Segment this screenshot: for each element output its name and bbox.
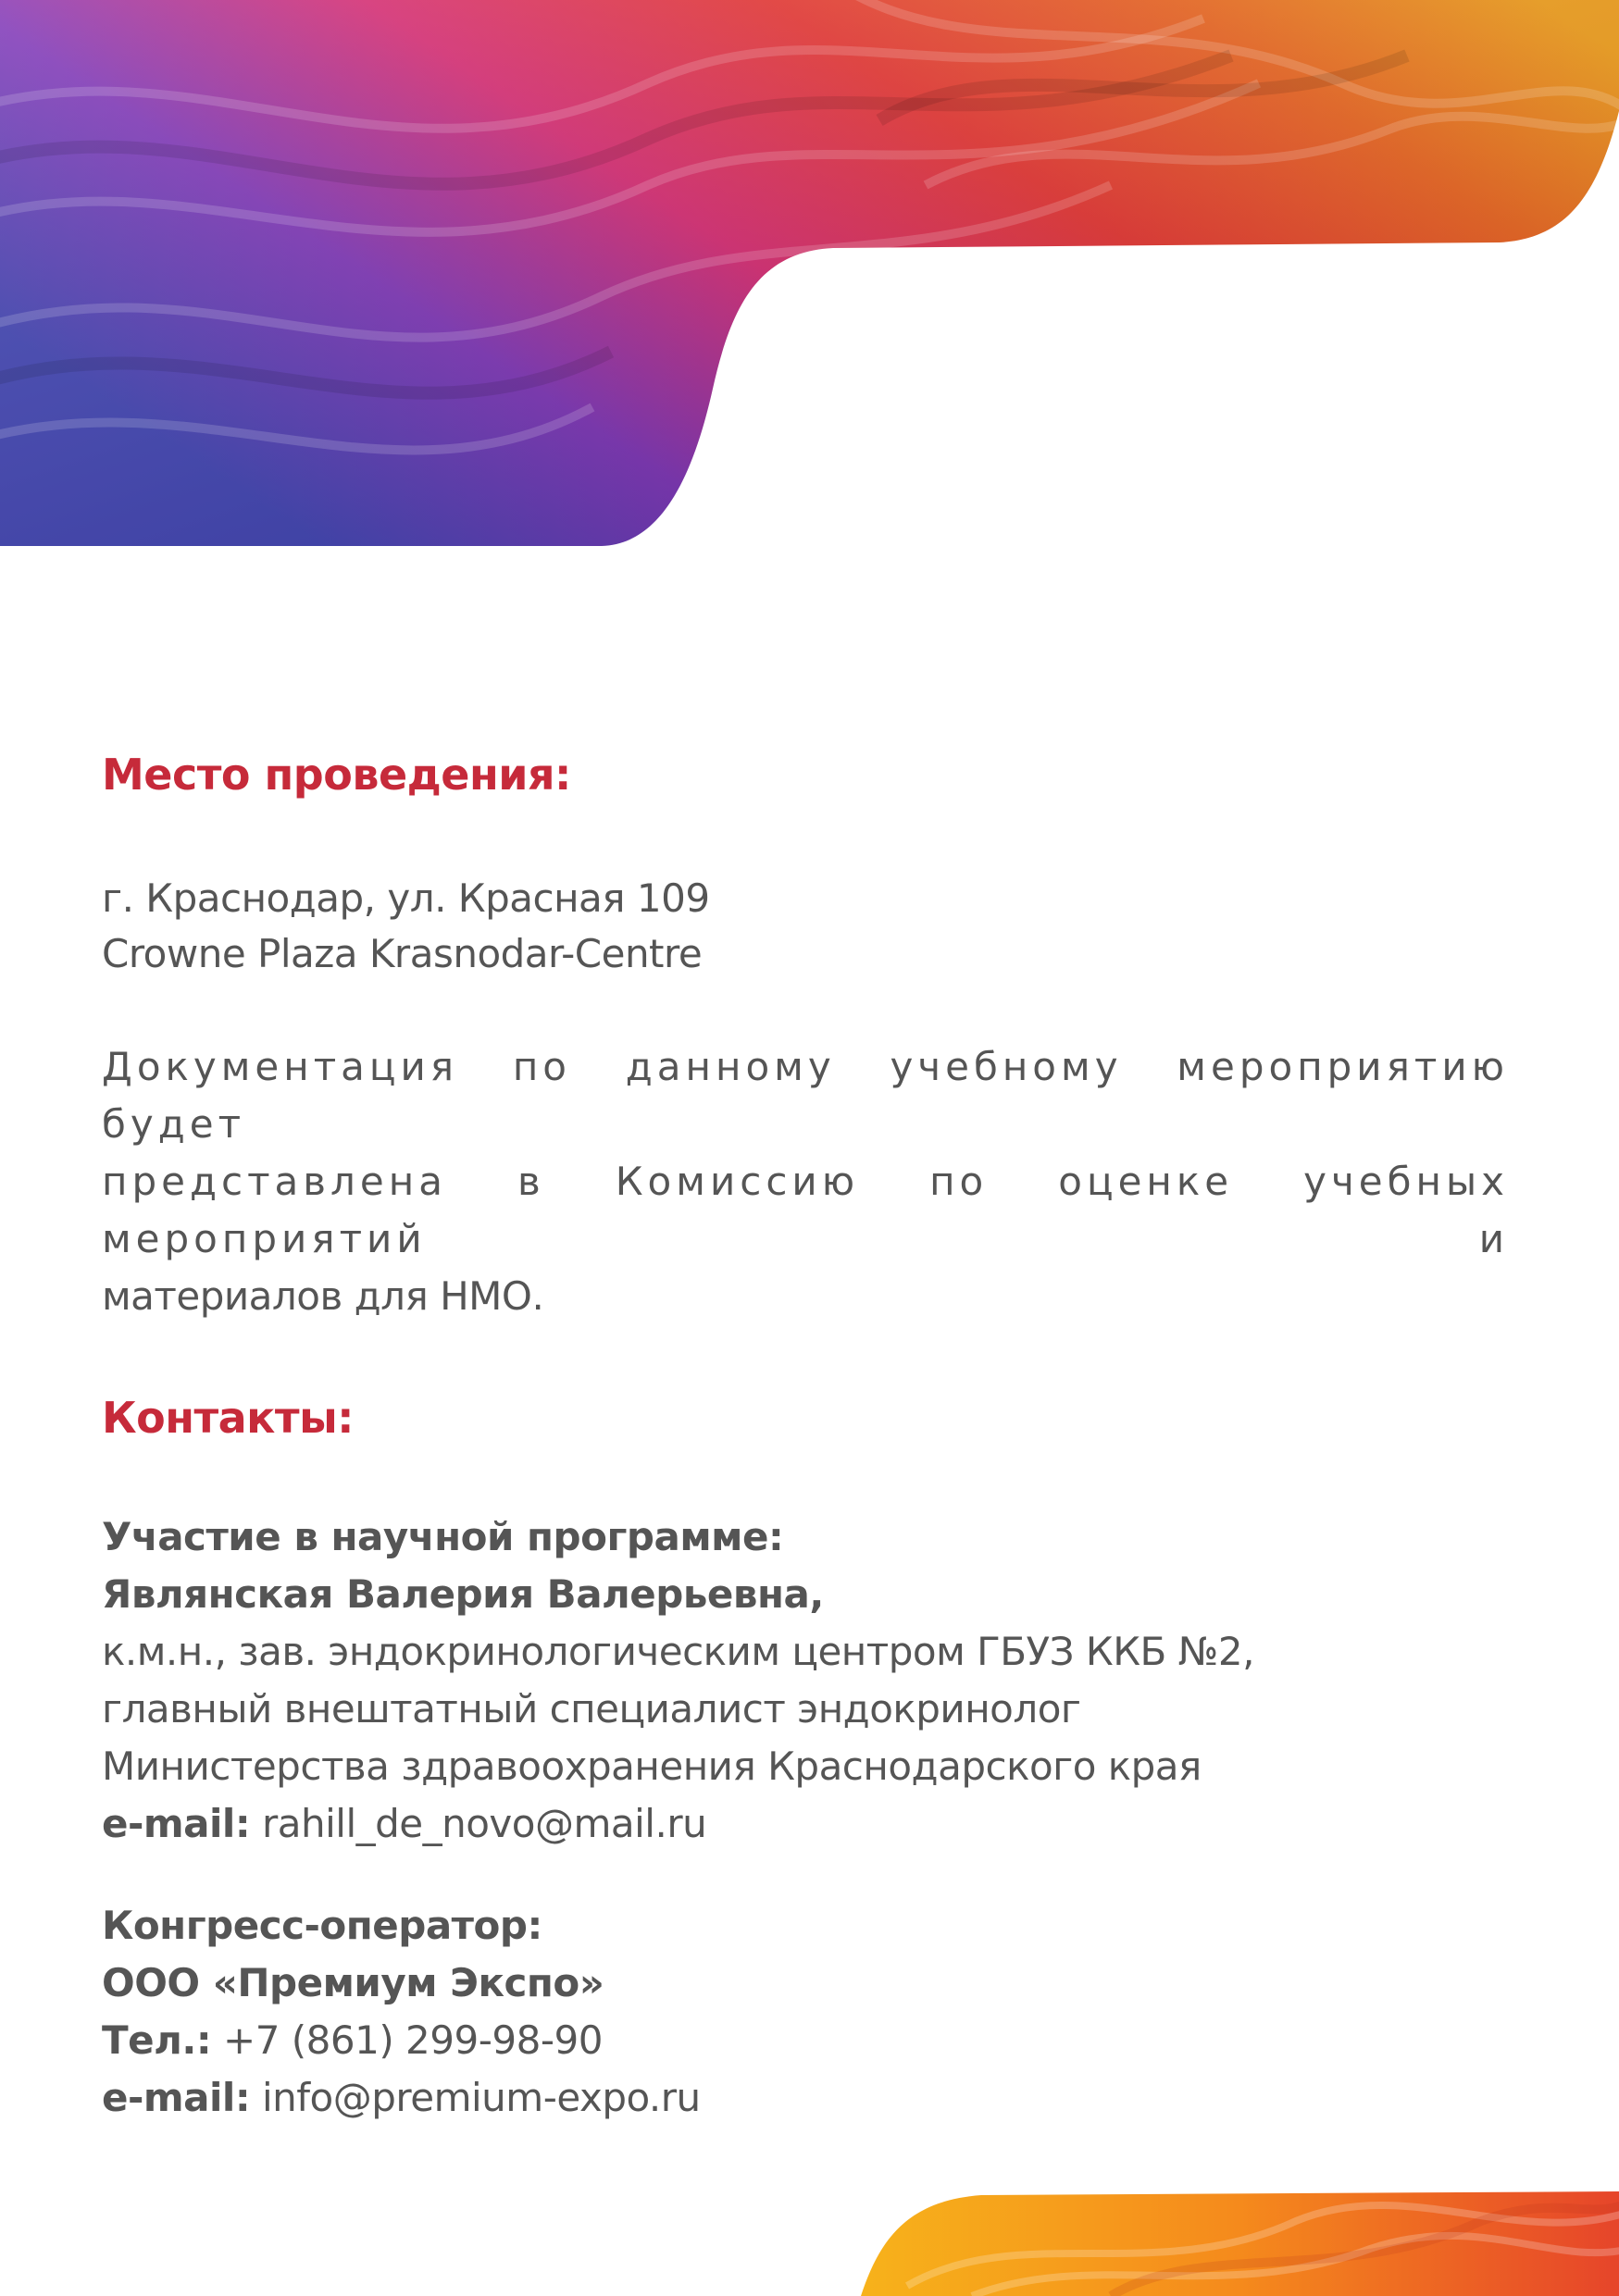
nmo-notice-line-3: материалов для НМО. <box>102 1273 544 1319</box>
operator-email[interactable]: info@premium-expo.ru <box>250 2075 701 2120</box>
email-label: e-mail: <box>102 1801 251 1846</box>
nmo-notice-line-1: Документация по данному учебному мероприятию будет <box>102 1044 1509 1147</box>
venue-heading: Место проведения: <box>102 750 571 800</box>
contact-person-position: к.м.н., зав. эндокринологическим центром ГБУЗ ККБ №2, <box>102 1629 1254 1674</box>
operator-company: ООО «Премиум Экспо» <box>102 1960 604 2005</box>
email-label: e-mail: <box>102 2075 251 2120</box>
contact-person-email[interactable]: rahill_de_novo@mail.ru <box>250 1801 707 1846</box>
top-wave-banner <box>0 0 1619 546</box>
operator-title: Конгресс-оператор: <box>102 1903 542 1948</box>
contact-person-ministry: Министерства здравоохранения Краснодарского края <box>102 1744 1202 1789</box>
contact-person-email-row <box>102 1795 706 1853</box>
nmo-notice <box>102 1038 1509 1325</box>
phone-label: Тел.: <box>102 2017 212 2063</box>
operator-phone[interactable]: +7 (861) 299-98-90 <box>211 2017 603 2063</box>
contacts-heading: Контакты: <box>102 1393 355 1443</box>
venue-address: г. Краснодар, ул. Красная 109 <box>102 875 710 921</box>
contact-person-role: главный внештатный специалист эндокринолог <box>102 1686 1081 1731</box>
operator-email-row <box>102 2069 701 2127</box>
science-program-title: Участие в научной программе: <box>102 1514 784 1559</box>
nmo-notice-line-2: представлена в Комиссию по оценке учебных мероприятий и <box>102 1159 1509 1261</box>
operator-phone-row <box>102 2012 603 2069</box>
contact-person-name: Являнская Валерия Валерьевна, <box>102 1571 824 1617</box>
venue-hotel: Crowne Plaza Krasnodar-Centre <box>102 931 703 976</box>
bottom-wave-banner <box>861 2191 1619 2296</box>
